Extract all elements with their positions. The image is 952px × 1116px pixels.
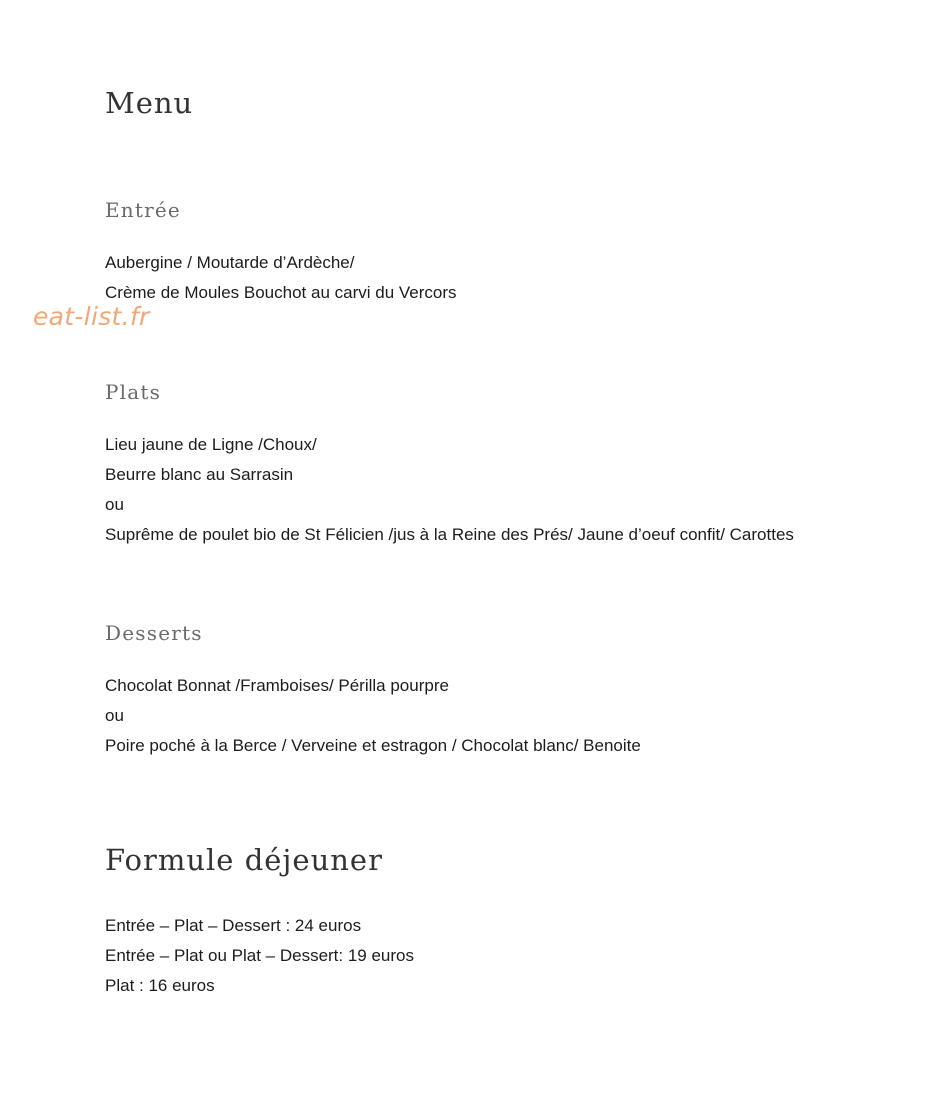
list-item: Suprême de poulet bio de St Félicien /jus à la Reine des Prés/ Jaune d’oeuf confit/ Carottes xyxy=(105,525,794,544)
formule-list xyxy=(105,911,414,1001)
watermark-text: eat-list.fr xyxy=(33,302,150,331)
list-item: Entrée – Plat – Dessert : 24 euros xyxy=(105,916,362,935)
list-item: Beurre blanc au Sarrasin xyxy=(105,465,294,484)
list-item: Plat : 16 euros xyxy=(105,976,215,995)
list-item: ou xyxy=(105,495,124,514)
list-item: Entrée – Plat ou Plat – Dessert: 19 euros xyxy=(105,946,415,965)
list-item: Poire poché à la Berce / Verveine et estragon / Chocolat blanc/ Benoite xyxy=(105,736,641,755)
plats-title: Plats xyxy=(105,380,162,404)
list-item: Aubergine / Moutarde d’Ardèche/ xyxy=(105,253,355,272)
formule-title: Formule déjeuner xyxy=(105,843,383,877)
list-item: Crème de Moules Bouchot au carvi du Vercors xyxy=(105,283,457,302)
list-item: Chocolat Bonnat /Framboises/ Périlla pourpre xyxy=(105,676,449,695)
list-item: ou xyxy=(105,706,124,725)
desserts-title: Desserts xyxy=(105,621,203,645)
menu-title: Menu xyxy=(105,86,194,120)
desserts-list xyxy=(105,671,641,761)
entree-title: Entrée xyxy=(105,198,181,222)
plats-list xyxy=(105,430,794,550)
list-item: Lieu jaune de Ligne /Choux/ xyxy=(105,435,317,454)
entree-list xyxy=(105,248,457,308)
